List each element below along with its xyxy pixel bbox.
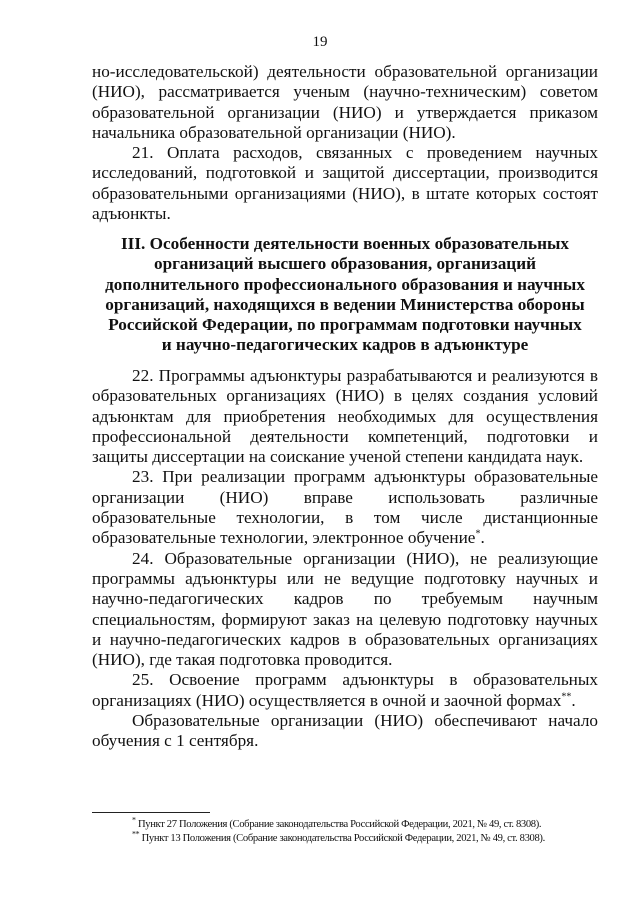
heading-line: организаций, находящихся в ведении Министерства обороны — [105, 294, 585, 314]
footnote-separator — [92, 812, 210, 813]
text-block-main — [92, 366, 598, 752]
paragraph-continuation: но-исследовательской) деятельности образовательной организации (НИО), рассматривается ученым (научно-техническим) советом образовательной организации (НИО) и утверждается приказом начальника образовательной организации (НИО). — [92, 62, 598, 142]
footnote-1: * Пункт 27 Положения (Собрание законодательства Российской Федерации, 2021, № 49, ст. 8308). — [132, 815, 542, 830]
heading-line: III. Особенности деятельности военных образовательных — [120, 234, 570, 253]
paragraph-25-cont: Образовательные организации (НИО) обеспечивают начало обучения с 1 сентября. — [92, 711, 598, 751]
footnotes — [92, 815, 612, 846]
section-heading — [92, 234, 598, 356]
heading-line: дополнительного профессионального образования и научных — [105, 274, 585, 294]
paragraph-21: 21. Оплата расходов, связанных с проведением научных исследований, подготовкой и защитой диссертации, производится образовательными организациями (НИО), в штате которых состоят адъюнкты. — [92, 143, 598, 224]
paragraph-22: 22. Программы адъюнктуры разрабатываются и реализуются в образовательных организациях (НИО) в целях создания условий адъюнктам для приобретения необходимых для осуществления профессиональной деятельности компетенций, подготовки и защиты диссертации на соискание ученой степени кандидата наук. — [92, 366, 598, 467]
paragraph-23: 23. При реализации программ адъюнктуры образовательные организации (НИО) вправе использовать различные образовательные технологии, в том числе дистанционные образовательные технологии, электронное обучение*. — [92, 467, 598, 548]
footnote-2: ** Пункт 13 Положения (Собрание законодательства Российской Федерации, 2021, № 49, ст. 8308). — [132, 829, 545, 844]
text-block-top — [92, 62, 598, 224]
paragraph-25: 25. Освоение программ адъюнктуры в образовательных организациях (НИО) осуществляется в очной и заочной формах**. — [92, 670, 598, 710]
page-number: 19 — [312, 34, 328, 50]
heading-line: Российской Федерации, по программам подготовки научных — [108, 315, 582, 335]
footnote-ref: ** — [561, 691, 572, 703]
heading-line: организаций высшего образования, организаций — [153, 254, 537, 274]
footnote-ref: * — [475, 528, 481, 540]
paragraph-24: 24. Образовательные организации (НИО), не реализующие программы адъюнктуры или не ведущие подготовку научных и научно-педагогических кадров по требуемым научным специальностям, формируют заказ на целевую подготовку научных и научно-педагогических кадров в образовательных организациях (НИО), где такая подготовка проводится. — [92, 548, 598, 670]
heading-line: и научно-педагогических кадров в адъюнктуре — [161, 335, 529, 355]
